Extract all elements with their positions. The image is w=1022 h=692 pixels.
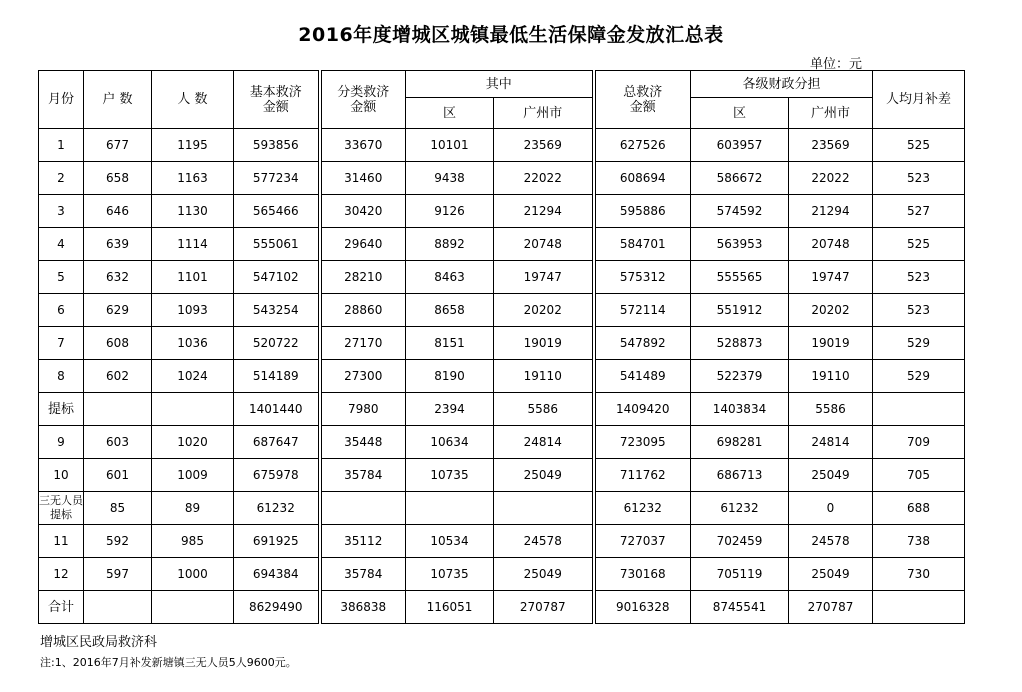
month-cell: 2 <box>39 162 84 195</box>
basic-amount-cell: 555061 <box>234 228 320 261</box>
among-district-cell: 9438 <box>406 162 494 195</box>
category-amount-cell: 29640 <box>320 228 406 261</box>
finance-city-cell: 20202 <box>789 294 873 327</box>
table-row <box>39 228 965 261</box>
persons-cell: 1101 <box>152 261 234 294</box>
among-city-cell: 23569 <box>494 129 594 162</box>
table-row <box>39 591 965 624</box>
month-cell: 1 <box>39 129 84 162</box>
among-city-cell: 25049 <box>494 558 594 591</box>
among-city-cell: 21294 <box>494 195 594 228</box>
among-city-cell: 5586 <box>494 393 594 426</box>
finance-city-cell: 270787 <box>789 591 873 624</box>
total-amount-cell: 595886 <box>594 195 691 228</box>
month-cell: 7 <box>39 327 84 360</box>
households-cell: 677 <box>84 129 152 162</box>
avg-monthly-cell: 730 <box>873 558 965 591</box>
avg-monthly-cell: 709 <box>873 426 965 459</box>
among-district-cell: 9126 <box>406 195 494 228</box>
finance-city-cell: 0 <box>789 492 873 525</box>
table-row <box>39 294 965 327</box>
among-city-cell: 24578 <box>494 525 594 558</box>
basic-amount-cell: 675978 <box>234 459 320 492</box>
finance-district-cell: 586672 <box>691 162 789 195</box>
finance-district-cell: 603957 <box>691 129 789 162</box>
persons-cell: 1020 <box>152 426 234 459</box>
total-amount-cell: 1409420 <box>594 393 691 426</box>
table-row <box>39 558 965 591</box>
basic-amount-cell: 514189 <box>234 360 320 393</box>
among-city-cell: 20202 <box>494 294 594 327</box>
basic-amount-cell: 1401440 <box>234 393 320 426</box>
avg-monthly-cell: 529 <box>873 327 965 360</box>
basic-amount-cell: 8629490 <box>234 591 320 624</box>
summary-table <box>38 70 965 624</box>
basic-amount-cell: 691925 <box>234 525 320 558</box>
among-city-cell: 19019 <box>494 327 594 360</box>
households-cell: 608 <box>84 327 152 360</box>
header-total-amount: 总救济金额 <box>594 71 691 129</box>
among-city-cell: 19110 <box>494 360 594 393</box>
among-district-cell: 8190 <box>406 360 494 393</box>
basic-amount-cell: 694384 <box>234 558 320 591</box>
among-district-cell: 10735 <box>406 558 494 591</box>
avg-monthly-cell <box>873 591 965 624</box>
category-amount-cell: 30420 <box>320 195 406 228</box>
category-amount-cell: 28210 <box>320 261 406 294</box>
table-row <box>39 261 965 294</box>
among-city-cell: 25049 <box>494 459 594 492</box>
households-cell: 658 <box>84 162 152 195</box>
among-city-cell: 22022 <box>494 162 594 195</box>
month-cell: 11 <box>39 525 84 558</box>
total-amount-cell: 730168 <box>594 558 691 591</box>
category-amount-cell: 7980 <box>320 393 406 426</box>
table-row <box>39 492 965 525</box>
total-amount-cell: 727037 <box>594 525 691 558</box>
avg-monthly-cell: 738 <box>873 525 965 558</box>
category-amount-cell: 33670 <box>320 129 406 162</box>
month-cell: 提标 <box>39 393 84 426</box>
category-amount-cell: 35784 <box>320 459 406 492</box>
total-amount-cell: 547892 <box>594 327 691 360</box>
among-district-cell: 10735 <box>406 459 494 492</box>
finance-district-cell: 563953 <box>691 228 789 261</box>
among-district-cell <box>406 492 494 525</box>
total-amount-cell: 9016328 <box>594 591 691 624</box>
finance-city-cell: 25049 <box>789 558 873 591</box>
month-cell: 9 <box>39 426 84 459</box>
among-district-cell: 2394 <box>406 393 494 426</box>
month-cell: 6 <box>39 294 84 327</box>
finance-city-cell: 23569 <box>789 129 873 162</box>
households-cell: 601 <box>84 459 152 492</box>
persons-cell: 1114 <box>152 228 234 261</box>
avg-monthly-cell <box>873 393 965 426</box>
basic-amount-cell: 577234 <box>234 162 320 195</box>
total-amount-cell: 572114 <box>594 294 691 327</box>
households-cell: 85 <box>84 492 152 525</box>
avg-monthly-cell: 705 <box>873 459 965 492</box>
among-city-cell: 24814 <box>494 426 594 459</box>
persons-cell: 1024 <box>152 360 234 393</box>
finance-district-cell: 1403834 <box>691 393 789 426</box>
avg-monthly-cell: 523 <box>873 294 965 327</box>
table-row <box>39 195 965 228</box>
header-persons: 人 数 <box>152 71 234 129</box>
finance-city-cell: 19110 <box>789 360 873 393</box>
total-amount-cell: 584701 <box>594 228 691 261</box>
basic-amount-cell: 547102 <box>234 261 320 294</box>
finance-city-cell: 20748 <box>789 228 873 261</box>
table-row <box>39 162 965 195</box>
header-finance-city: 广州市 <box>789 98 873 129</box>
month-cell: 5 <box>39 261 84 294</box>
finance-district-cell: 8745541 <box>691 591 789 624</box>
basic-amount-cell: 565466 <box>234 195 320 228</box>
persons-cell: 1000 <box>152 558 234 591</box>
category-amount-cell: 35448 <box>320 426 406 459</box>
finance-city-cell: 5586 <box>789 393 873 426</box>
avg-monthly-cell: 688 <box>873 492 965 525</box>
finance-city-cell: 25049 <box>789 459 873 492</box>
among-district-cell: 8463 <box>406 261 494 294</box>
persons-cell: 1195 <box>152 129 234 162</box>
avg-monthly-cell: 525 <box>873 228 965 261</box>
category-amount-cell: 35112 <box>320 525 406 558</box>
category-amount-cell: 386838 <box>320 591 406 624</box>
header-finance-district: 区 <box>691 98 789 129</box>
among-city-cell: 20748 <box>494 228 594 261</box>
avg-monthly-cell: 529 <box>873 360 965 393</box>
category-amount-cell: 35784 <box>320 558 406 591</box>
header-households: 户 数 <box>84 71 152 129</box>
finance-city-cell: 21294 <box>789 195 873 228</box>
among-district-cell: 8892 <box>406 228 494 261</box>
households-cell: 597 <box>84 558 152 591</box>
header-month: 月份 <box>39 71 84 129</box>
category-amount-cell: 27300 <box>320 360 406 393</box>
avg-monthly-cell: 523 <box>873 261 965 294</box>
header-finance-share: 各级财政分担 <box>691 71 873 98</box>
basic-amount-cell: 593856 <box>234 129 320 162</box>
among-district-cell: 8151 <box>406 327 494 360</box>
finance-district-cell: 551912 <box>691 294 789 327</box>
basic-amount-cell: 61232 <box>234 492 320 525</box>
basic-amount-cell: 543254 <box>234 294 320 327</box>
among-district-cell: 10534 <box>406 525 494 558</box>
table-row <box>39 459 965 492</box>
among-district-cell: 8658 <box>406 294 494 327</box>
households-cell: 632 <box>84 261 152 294</box>
header-among: 其中 <box>406 71 594 98</box>
month-cell: 8 <box>39 360 84 393</box>
table-row <box>39 393 965 426</box>
avg-monthly-cell: 527 <box>873 195 965 228</box>
households-cell <box>84 393 152 426</box>
among-city-cell <box>494 492 594 525</box>
month-cell: 合计 <box>39 591 84 624</box>
footer-org: 增城区民政局救济科 <box>40 635 158 650</box>
among-district-cell: 10101 <box>406 129 494 162</box>
month-cell: 10 <box>39 459 84 492</box>
total-amount-cell: 575312 <box>594 261 691 294</box>
households-cell: 629 <box>84 294 152 327</box>
table-row <box>39 327 965 360</box>
finance-district-cell: 522379 <box>691 360 789 393</box>
finance-district-cell: 528873 <box>691 327 789 360</box>
households-cell <box>84 591 152 624</box>
category-amount-cell: 27170 <box>320 327 406 360</box>
total-amount-cell: 608694 <box>594 162 691 195</box>
unit-label: 单位：元 <box>810 57 863 72</box>
finance-district-cell: 555565 <box>691 261 789 294</box>
finance-city-cell: 24578 <box>789 525 873 558</box>
persons-cell: 1009 <box>152 459 234 492</box>
among-city-cell: 270787 <box>494 591 594 624</box>
finance-district-cell: 705119 <box>691 558 789 591</box>
table-row <box>39 525 965 558</box>
month-cell: 4 <box>39 228 84 261</box>
finance-district-cell: 686713 <box>691 459 789 492</box>
households-cell: 602 <box>84 360 152 393</box>
persons-cell: 1093 <box>152 294 234 327</box>
total-amount-cell: 711762 <box>594 459 691 492</box>
households-cell: 639 <box>84 228 152 261</box>
persons-cell: 89 <box>152 492 234 525</box>
avg-monthly-cell: 523 <box>873 162 965 195</box>
category-amount-cell <box>320 492 406 525</box>
avg-monthly-cell: 525 <box>873 129 965 162</box>
finance-district-cell: 698281 <box>691 426 789 459</box>
header-avg-monthly: 人均月补差 <box>873 71 965 129</box>
total-amount-cell: 723095 <box>594 426 691 459</box>
finance-city-cell: 24814 <box>789 426 873 459</box>
month-cell: 三无人员提标 <box>39 492 84 525</box>
among-district-cell: 116051 <box>406 591 494 624</box>
table-row <box>39 129 965 162</box>
month-cell: 12 <box>39 558 84 591</box>
persons-cell: 1130 <box>152 195 234 228</box>
total-amount-cell: 541489 <box>594 360 691 393</box>
persons-cell <box>152 393 234 426</box>
header-category-amount: 分类救济金额 <box>320 71 406 129</box>
page-title: 2016年度增城区城镇最低生活保障金发放汇总表 <box>298 24 724 46</box>
finance-district-cell: 574592 <box>691 195 789 228</box>
among-district-cell: 10634 <box>406 426 494 459</box>
among-city-cell: 19747 <box>494 261 594 294</box>
finance-district-cell: 702459 <box>691 525 789 558</box>
households-cell: 646 <box>84 195 152 228</box>
header-among-district: 区 <box>406 98 494 129</box>
finance-city-cell: 19747 <box>789 261 873 294</box>
persons-cell: 1163 <box>152 162 234 195</box>
basic-amount-cell: 520722 <box>234 327 320 360</box>
header-basic-amount: 基本救济金额 <box>234 71 320 129</box>
persons-cell: 985 <box>152 525 234 558</box>
footer-note: 注:1、2016年7月补发新塘镇三无人员5人9600元。 <box>40 656 297 669</box>
table-row <box>39 426 965 459</box>
finance-district-cell: 61232 <box>691 492 789 525</box>
persons-cell <box>152 591 234 624</box>
total-amount-cell: 627526 <box>594 129 691 162</box>
finance-city-cell: 19019 <box>789 327 873 360</box>
finance-city-cell: 22022 <box>789 162 873 195</box>
table-row <box>39 360 965 393</box>
households-cell: 592 <box>84 525 152 558</box>
header-among-city: 广州市 <box>494 98 594 129</box>
households-cell: 603 <box>84 426 152 459</box>
category-amount-cell: 31460 <box>320 162 406 195</box>
persons-cell: 1036 <box>152 327 234 360</box>
total-amount-cell: 61232 <box>594 492 691 525</box>
month-cell: 3 <box>39 195 84 228</box>
basic-amount-cell: 687647 <box>234 426 320 459</box>
category-amount-cell: 28860 <box>320 294 406 327</box>
